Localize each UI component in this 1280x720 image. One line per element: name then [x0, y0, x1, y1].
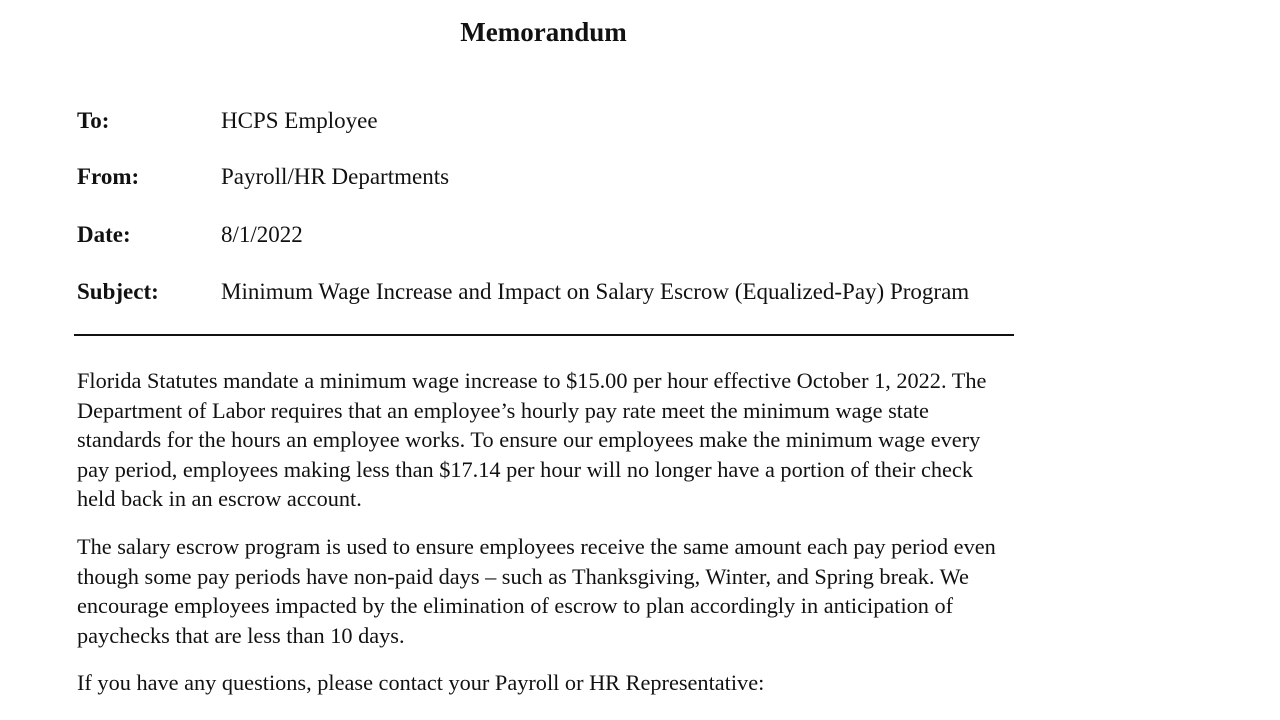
to-value: HCPS Employee — [221, 108, 378, 133]
memo-title: Memorandum — [460, 17, 627, 47]
from-label: From: — [77, 164, 140, 189]
body-paragraph: The salary escrow program is used to ensure employees receive the same amount each pay period even though some pay periods have non-paid days – such as Thanksgiving, Winter, and Spring break. We encourage employees impacted by the elimination of escrow to plan accordingly in anticipation of paychecks that are less than 10 days. — [77, 534, 996, 648]
subject-label: Subject: — [77, 279, 159, 304]
from-value: Payroll/HR Departments — [221, 164, 450, 189]
to-label: To: — [77, 108, 110, 133]
subject-value: Minimum Wage Increase and Impact on Salary Escrow (Equalized-Pay) Program — [221, 279, 970, 304]
body-paragraph: If you have any questions, please contact your Payroll or HR Representative: — [77, 670, 765, 695]
date-value: 8/1/2022 — [221, 222, 303, 247]
date-label: Date: — [77, 222, 131, 247]
body-paragraph: Florida Statutes mandate a minimum wage increase to $15.00 per hour effective October 1, 2022. The Department of Labor requires that an employee’s hourly pay rate meet the minimum wage state standards for the hours an employee works. To ensure our employees make the minimum wage every pay period, employees making less than $17.14 per hour will no longer have a portion of their check held back in an escrow account. — [77, 368, 987, 511]
header-divider — [74, 334, 1014, 336]
